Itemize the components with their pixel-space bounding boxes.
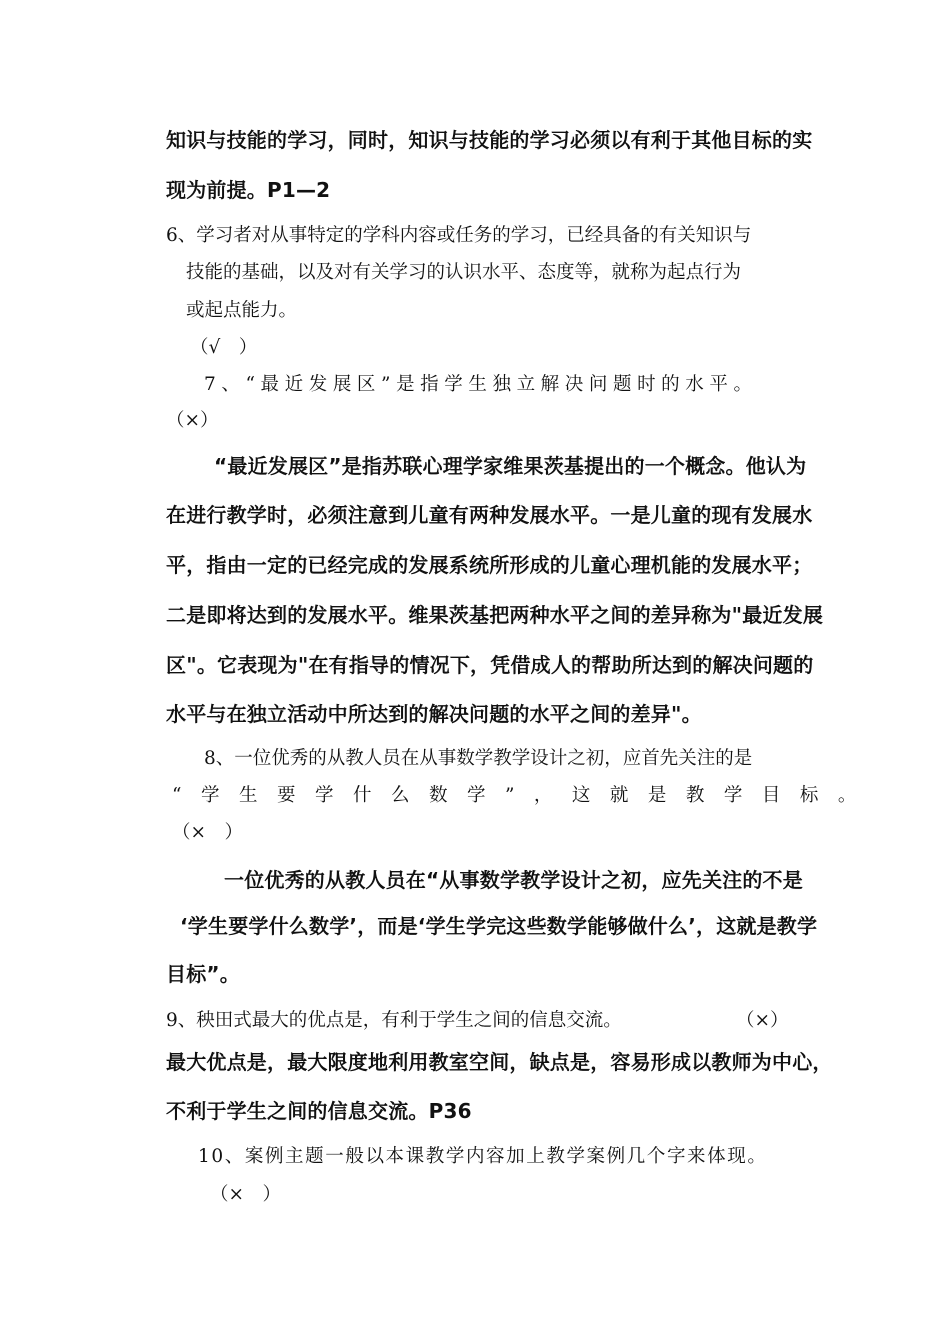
text-line: 平，指由一定的已经完成的发展系统所形成的儿童心理机能的发展水平；	[166, 553, 813, 577]
text-line: 知识与技能的学习，同时，知识与技能的学习必须以有利于其他目标的实	[166, 128, 813, 152]
text-line: “最近发展区”是指苏联心理学家维果茨基提出的一个概念。他认为	[214, 454, 807, 478]
text-line: 现为前提。P1—2	[166, 178, 331, 202]
text-line: 一位优秀的从教人员在“从事数学教学设计之初，应先关注的不是	[224, 868, 803, 892]
question-7: 7、“最近发展区”是指学生独立解决问题时的水平。	[204, 374, 758, 395]
text-line: 在进行教学时，必须注意到儿童有两种发展水平。一是儿童的现有发展水	[166, 503, 813, 527]
question-6-line: 6、学习者对从事特定的学科内容或任务的学习，已经具备的有关知识与	[166, 225, 752, 246]
question-8-line: 8、一位优秀的从教人员在从事数学教学设计之初，应首先关注的是	[204, 748, 753, 769]
answer-mark: （× ）	[172, 822, 244, 843]
text-line: 不利于学生之间的信息交流。P36	[166, 1099, 472, 1123]
answer-mark: （√ ）	[190, 337, 258, 358]
text-line: 最大优点是，最大限度地利用教室空间，缺点是，容易形成以教师为中心，	[166, 1050, 833, 1074]
question-9: 9、秧田式最大的优点是，有利于学生之间的信息交流。	[166, 1010, 622, 1031]
answer-mark: （×）	[736, 1010, 789, 1031]
answer-mark: （× ）	[210, 1184, 282, 1205]
text-line: 区"。它表现为"在有指导的情况下，凭借成人的帮助所达到的解决问题的	[166, 653, 814, 677]
text-line: 水平与在独立活动中所达到的解决问题的水平之间的差异"。	[166, 702, 702, 726]
question-6-line: 技能的基础，以及对有关学习的认识水平、态度等，就称为起点行为	[186, 262, 742, 283]
question-10: 10、案例主题一般以本课教学内容加上教学案例几个字来体现。	[198, 1146, 768, 1167]
text-line: 二是即将达到的发展水平。维果茨基把两种水平之间的差异称为"最近发展	[166, 603, 824, 627]
question-6-line: 或起点能力。	[186, 300, 298, 321]
answer-mark: （×）	[166, 410, 219, 431]
text-line: 目标”。	[166, 962, 240, 986]
question-8-line: “学生要学什么数学”，这就是教学目标。	[172, 785, 876, 806]
text-line: ‘学生要学什么数学’，而是‘学生学完这些数学能够做什么’，这就是教学	[180, 914, 818, 938]
